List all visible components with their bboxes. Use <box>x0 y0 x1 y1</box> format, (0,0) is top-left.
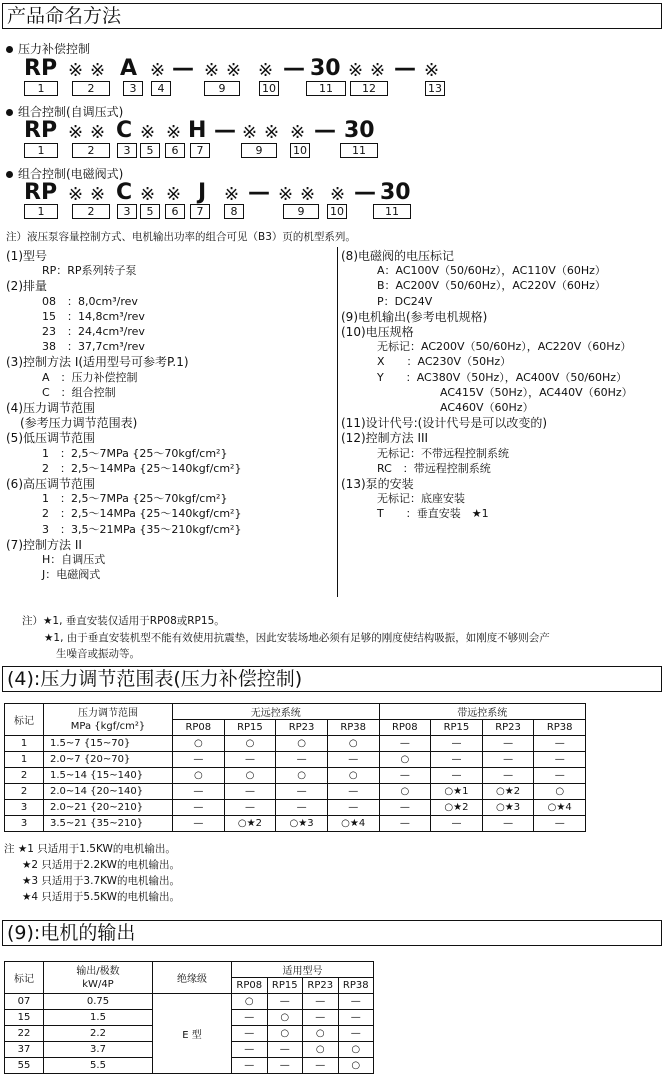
code-number-box: 7 <box>190 143 210 158</box>
legend-item: 2 ：2,5～14MPa {25～140kgf/cm²} <box>42 507 242 521</box>
code-token: 30 <box>344 118 375 143</box>
legend-item: J：电磁阀式 <box>42 568 101 582</box>
row-mark: 3 <box>5 800 44 816</box>
code-token: — <box>283 56 305 81</box>
row-availability: — <box>534 736 586 752</box>
legend-item: A：AC100V（50/60Hz），AC110V（60Hz） <box>377 264 606 278</box>
install-note-1: 注）★1, 垂直安装仅适用于RP08或RP15。 <box>22 615 225 627</box>
code-token: J <box>198 180 207 205</box>
motor-output-table <box>4 961 374 1074</box>
code-token: ※ <box>150 60 166 81</box>
code-token: ※ <box>90 60 106 81</box>
row-availability: ○ <box>303 1026 339 1042</box>
row-availability: — <box>224 800 276 816</box>
code-token: ※ <box>278 184 294 205</box>
code-number-box: 13 <box>425 81 445 96</box>
legend-item: B：AC200V（50/60Hz），AC220V（60Hz） <box>377 279 606 293</box>
legend-item: 3 ：3,5～21MPa {35～210kgf/cm²} <box>42 522 242 536</box>
row-availability: — <box>303 1010 339 1026</box>
row-output: 1.5 <box>44 1010 153 1026</box>
code-number-box: 10 <box>290 143 310 158</box>
row-availability: — <box>224 784 276 800</box>
code-number-box: 8 <box>224 204 244 219</box>
table-row <box>5 768 586 784</box>
row-availability: ○ <box>224 736 276 752</box>
legend-heading: (11)设计代号:(设计代号是可以改变的) <box>341 416 548 431</box>
legend-item: 无标记：AC200V（50/60Hz），AC220V（60Hz） <box>377 340 632 354</box>
code-number-box: 9 <box>283 204 319 219</box>
row-availability: — <box>232 1058 268 1074</box>
row-availability: — <box>431 816 483 832</box>
legend-item: 2 ：2,5～14MPa {25～140kgf/cm²} <box>42 461 242 475</box>
motor-note-4: ★4 只适用于5.5KW的电机输出。 <box>22 891 181 903</box>
row-availability: ○★1 <box>431 784 483 800</box>
legend-item: Y ：AC380V（50Hz），AC400V（50/60Hz） <box>377 370 628 384</box>
row-availability: — <box>482 816 534 832</box>
row-availability: ○★4 <box>534 800 586 816</box>
legend-item: 15 ：14,8cm³/rev <box>42 309 145 323</box>
col-mark: 标记 <box>5 962 44 994</box>
code-token: A <box>120 56 138 81</box>
row-availability: — <box>303 994 339 1010</box>
col-model: RP08 <box>379 720 431 736</box>
col-model: RP23 <box>303 978 339 994</box>
motor-note-1: 注 ★1 只适用于1.5KW的电机输出。 <box>4 843 176 855</box>
row-availability: — <box>232 1026 268 1042</box>
col-model: RP15 <box>267 978 303 994</box>
col-insulation: 绝缘级 <box>153 962 232 994</box>
row-availability: — <box>534 816 586 832</box>
code-token: ※ <box>224 184 240 205</box>
row-output: 2.2 <box>44 1026 153 1042</box>
row-mark: 2 <box>5 784 44 800</box>
code-number-box: 10 <box>259 81 279 96</box>
code-bullet-label: 组合控制(电磁阀式) <box>18 167 124 181</box>
legend-item: 23 ：24,4cm³/rev <box>42 325 145 338</box>
row-availability: — <box>173 800 225 816</box>
row-output: 5.5 <box>44 1058 153 1074</box>
code-token: ※ <box>166 122 182 143</box>
row-availability: — <box>276 784 328 800</box>
legend-heading: (5)低压调节范围 <box>6 431 95 446</box>
row-availability: — <box>327 800 379 816</box>
legend-item: T ：垂直安装 ★1 <box>377 507 489 521</box>
row-availability: ○ <box>534 784 586 800</box>
code-token: ※ <box>140 122 156 143</box>
row-range: 3.5~21 {35~210} <box>44 816 173 832</box>
row-availability: — <box>338 994 374 1010</box>
row-availability: — <box>276 800 328 816</box>
row-availability: — <box>534 752 586 768</box>
code-number-box: 11 <box>373 204 411 219</box>
row-availability: ○★3 <box>482 800 534 816</box>
col-model: RP15 <box>431 720 483 736</box>
row-mark: 2 <box>5 768 44 784</box>
model-code <box>0 119 668 143</box>
legend-heading: (6)高压调节范围 <box>6 477 95 491</box>
code-number-box: 9 <box>241 143 277 158</box>
row-range: 2.0~21 {20~210} <box>44 800 173 816</box>
row-availability: — <box>232 1042 268 1058</box>
code-token: ※ <box>204 60 220 81</box>
row-availability: — <box>431 736 483 752</box>
row-output: 3.7 <box>44 1042 153 1058</box>
legend-item: H：自调压式 <box>42 553 106 566</box>
row-availability: ○ <box>338 1042 374 1058</box>
row-availability: ○★4 <box>327 816 379 832</box>
code-token: — <box>314 118 336 143</box>
code-number-box: 12 <box>350 81 388 96</box>
install-note-3: 生噪音或振动等。 <box>56 648 140 660</box>
legend-item: AC415V（50Hz），AC440V（60Hz） <box>440 385 633 399</box>
code-number-box: 2 <box>72 204 110 219</box>
col-model: RP38 <box>338 978 374 994</box>
legend-item: 无标记：底座安装 <box>377 492 465 506</box>
row-availability: — <box>267 1058 303 1074</box>
legend-heading: (10)电压规格 <box>341 325 414 339</box>
row-range: 2.0~7 {20~70} <box>44 752 173 768</box>
row-output: 0.75 <box>44 994 153 1010</box>
row-range: 1.5~14 {15~140} <box>44 768 173 784</box>
code-number-box: 11 <box>340 143 378 158</box>
motor-note-3: ★3 只适用于3.7KW的电机输出。 <box>22 875 181 887</box>
column-divider <box>337 247 338 597</box>
legend-item: P：DC24V <box>377 294 433 308</box>
row-availability: — <box>482 736 534 752</box>
row-availability: — <box>327 784 379 800</box>
row-availability: — <box>173 816 225 832</box>
row-availability: ○ <box>379 752 431 768</box>
code-token: ※ <box>90 122 106 143</box>
legend-item: X ：AC230V（50Hz） <box>377 355 512 369</box>
row-mark: 1 <box>5 736 44 752</box>
row-availability: — <box>173 752 225 768</box>
row-availability: ○★2 <box>431 800 483 816</box>
code-token: — <box>394 56 416 81</box>
row-mark: 15 <box>5 1010 44 1026</box>
table-row <box>5 994 374 1010</box>
legend-item: RC ：带远程控制系统 <box>377 461 491 475</box>
row-availability: — <box>379 800 431 816</box>
row-availability: — <box>327 752 379 768</box>
row-availability: ○ <box>173 736 225 752</box>
code-number-box: 7 <box>190 204 210 219</box>
row-availability: ○★2 <box>482 784 534 800</box>
legend-item: AC460V（60Hz） <box>440 401 534 414</box>
row-availability: ○ <box>232 994 268 1010</box>
row-mark: 37 <box>5 1042 44 1058</box>
model-code <box>0 57 668 81</box>
code-number-box: 2 <box>72 81 110 96</box>
col-model: RP38 <box>534 720 586 736</box>
code-token: ※ <box>424 60 440 81</box>
legend-heading: (12)控制方法 III <box>341 431 429 446</box>
code-number-box: 6 <box>165 143 185 158</box>
legend-item: C ：组合控制 <box>42 385 116 399</box>
row-availability: — <box>224 752 276 768</box>
code-number-box: 3 <box>123 81 143 96</box>
table-row <box>5 752 586 768</box>
row-availability: — <box>482 752 534 768</box>
code-token: 30 <box>310 56 341 81</box>
row-availability: ○ <box>327 768 379 784</box>
row-availability: ○ <box>303 1042 339 1058</box>
col-model: RP08 <box>232 978 268 994</box>
code-token: ※ <box>90 184 106 205</box>
code-token: H <box>188 118 207 143</box>
code-token: ※ <box>370 60 386 81</box>
row-availability: — <box>431 768 483 784</box>
legend-item: 08 ：8,0cm³/rev <box>42 294 138 308</box>
code-token: — <box>172 56 194 81</box>
code-number-box: 11 <box>306 81 346 96</box>
code-token: ※ <box>68 60 84 81</box>
page-title: 产品命名方法 <box>2 3 662 29</box>
pressure-range-table <box>4 703 586 832</box>
legend-heading: (9)电机输出(参考电机规格) <box>341 309 488 324</box>
legend-item: 无标记：不带远程控制系统 <box>377 446 509 460</box>
code-token: ※ <box>330 184 346 205</box>
col-model: RP38 <box>327 720 379 736</box>
row-availability: ○★2 <box>224 816 276 832</box>
code-token: — <box>214 118 236 143</box>
legend-heading: (13)泵的安装 <box>341 477 414 491</box>
table-row <box>5 784 586 800</box>
code-number-box: 1 <box>24 204 58 219</box>
row-availability: — <box>267 994 303 1010</box>
section-4-title: (4):压力调节范围表(压力补偿控制) <box>2 666 662 692</box>
code-token: ※ <box>226 60 242 81</box>
row-availability: — <box>482 768 534 784</box>
legend-item: 1 ：2,5～7MPa {25～70kgf/cm²} <box>42 492 228 506</box>
legend-heading: (8)电磁阀的电压标记 <box>341 249 454 263</box>
code-token: ※ <box>264 122 280 143</box>
table-row <box>5 816 586 832</box>
section-9-title: (9):电机的输出 <box>2 920 662 946</box>
code-token: ※ <box>300 184 316 205</box>
code-number-box: 6 <box>165 204 185 219</box>
code-token: 30 <box>380 180 411 205</box>
col-no-remote: 无远控系统 <box>173 704 380 720</box>
code-token: — <box>354 180 376 205</box>
col-range: 压力调节范围 MPa {kgf/cm²} <box>44 704 173 736</box>
legend-heading: (参考压力调节范围表) <box>20 416 138 431</box>
row-availability: — <box>379 768 431 784</box>
row-availability: — <box>267 1042 303 1058</box>
code-token: C <box>116 118 133 143</box>
row-mark: 55 <box>5 1058 44 1074</box>
model-code <box>0 181 668 205</box>
legend-heading: (2)排量 <box>6 279 47 294</box>
row-availability: — <box>276 752 328 768</box>
legend-heading: (7)控制方法 II <box>6 537 82 552</box>
row-availability: ○ <box>276 736 328 752</box>
col-model: RP15 <box>224 720 276 736</box>
table-row <box>5 800 586 816</box>
row-availability: — <box>379 736 431 752</box>
row-availability: ○ <box>224 768 276 784</box>
row-availability: ○ <box>267 1026 303 1042</box>
col-mark: 标记 <box>5 704 44 736</box>
row-availability: ○ <box>173 768 225 784</box>
install-note-2: ★1, 由于垂直安装机型不能有效使用抗震垫，因此安装场地必须有足够的刚度使结构吸振，如刚度不够则会产 <box>44 632 550 644</box>
code-token: — <box>248 180 270 205</box>
table-row <box>5 736 586 752</box>
row-mark: 1 <box>5 752 44 768</box>
col-remote: 带远控系统 <box>379 704 586 720</box>
row-availability: ○★3 <box>276 816 328 832</box>
code-token: RP <box>24 56 58 81</box>
code-number-box: 1 <box>24 81 58 96</box>
legend-item: 38 ：37,7cm³/rev <box>42 340 145 354</box>
legend-item: A ：压力补偿控制 <box>42 370 138 384</box>
code-number-box: 4 <box>151 81 171 96</box>
code-number-box: 1 <box>24 143 58 158</box>
code-token: ※ <box>68 122 84 143</box>
row-availability: — <box>431 752 483 768</box>
code-token: ※ <box>140 184 156 205</box>
legend-heading: (3)控制方法 I(适用型号可参考P.1) <box>6 355 189 370</box>
code-number-box: 3 <box>117 143 137 158</box>
code-token: ※ <box>290 122 306 143</box>
row-insulation: E 型 <box>153 994 232 1074</box>
code-token: ※ <box>68 184 84 205</box>
row-availability: — <box>379 816 431 832</box>
row-availability: — <box>232 1010 268 1026</box>
col-model: RP23 <box>276 720 328 736</box>
row-availability: — <box>338 1026 374 1042</box>
code-token: C <box>116 180 133 205</box>
code-token: ※ <box>348 60 364 81</box>
code-bullet <box>6 40 90 57</box>
bullet-dot-icon <box>6 171 13 178</box>
code-token: RP <box>24 118 58 143</box>
col-output: 输出/极数 kW/4P <box>44 962 153 994</box>
row-availability: ○ <box>338 1058 374 1074</box>
motor-note-2: ★2 只适用于2.2KW的电机输出。 <box>22 859 181 871</box>
bullet-dot-icon <box>6 109 13 116</box>
code-number-box: 5 <box>140 204 160 219</box>
row-range: 1.5~7 {15~70} <box>44 736 173 752</box>
row-availability: — <box>173 784 225 800</box>
row-range: 2.0~14 {20~140} <box>44 784 173 800</box>
row-availability: ○ <box>379 784 431 800</box>
code-number-box: 3 <box>117 204 137 219</box>
code-bullet-label: 组合控制(自调压式) <box>18 105 124 119</box>
row-availability: ○ <box>327 736 379 752</box>
col-models: 适用型号 <box>232 962 374 978</box>
col-model: RP23 <box>482 720 534 736</box>
code-number-box: 5 <box>140 143 160 158</box>
code-number-box: 9 <box>204 81 240 96</box>
legend-heading: (1)型号 <box>6 249 47 263</box>
code-token: RP <box>24 180 58 205</box>
bullet-dot-icon <box>6 46 13 53</box>
code-note: 注）液压泵容量控制方式、电机输出功率的组合可见（B3）页的机型系列。 <box>6 231 356 243</box>
row-mark: 3 <box>5 816 44 832</box>
row-mark: 22 <box>5 1026 44 1042</box>
legend-item: 1 ：2,5～7MPa {25～70kgf/cm²} <box>42 446 228 460</box>
row-availability: — <box>534 768 586 784</box>
row-availability: ○ <box>267 1010 303 1026</box>
col-model: RP08 <box>173 720 225 736</box>
row-availability: ○ <box>276 768 328 784</box>
legend-heading: (4)压力调节范围 <box>6 401 95 415</box>
row-availability: — <box>303 1058 339 1074</box>
code-token: ※ <box>258 60 274 81</box>
code-token: ※ <box>166 184 182 205</box>
code-number-box: 10 <box>327 204 347 219</box>
code-bullet-label: 压力补偿控制 <box>18 42 91 56</box>
code-token: ※ <box>242 122 258 143</box>
legend-item: RP：RP系列转子泵 <box>42 264 137 278</box>
code-number-box: 2 <box>72 143 110 158</box>
row-availability: — <box>338 1010 374 1026</box>
row-mark: 07 <box>5 994 44 1010</box>
